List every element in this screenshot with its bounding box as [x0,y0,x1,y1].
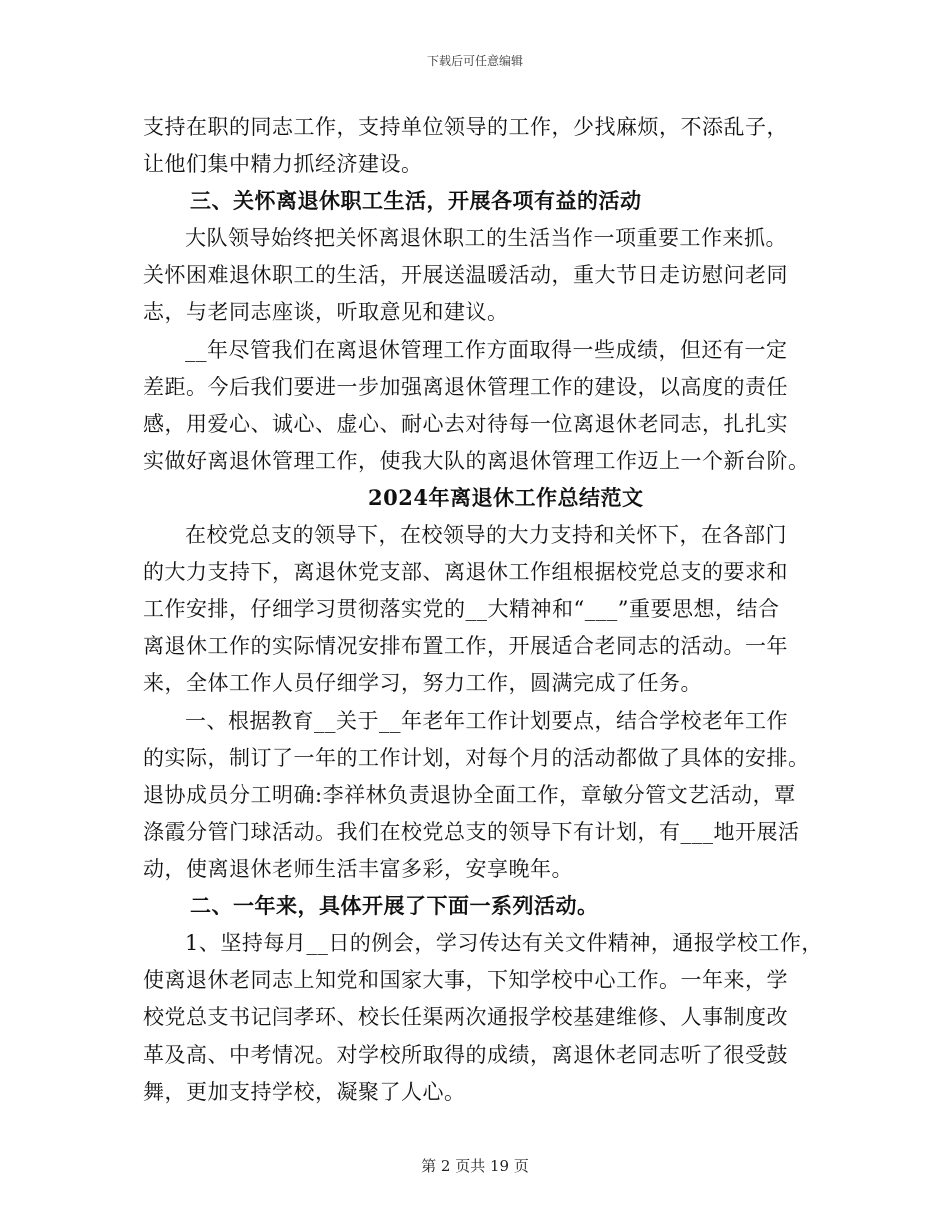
body-line: 关怀困难退休职工的生活，开展送温暖活动，重大节日走访慰问老同 [143,263,788,287]
body-line: 工作安排，仔细学习贯彻落实党的__大精神和“___”重要思想，结合 [143,597,780,621]
body-line: 涤霞分管门球活动。我们在校党总支的领导下有计划，有___地开展活 [143,820,800,844]
body-line: 志，与老同志座谈，听取意见和建议。 [143,300,509,324]
body-line: 让他们集中精力抓经济建设。 [143,152,423,176]
body-line: 差距。今后我们要进一步加强离退休管理工作的建设，以高度的责任 [143,375,788,399]
body-line: 的大力支持下，离退休党支部、离退休工作组根据校党总支的要求和 [143,560,788,584]
body-line: 的实际，制订了一年的工作计划，对每个月的活动都做了具体的安排。 [143,746,810,770]
body-line: 动，使离退休老师生活丰富多彩，安享晚年。 [143,857,573,881]
page-footer: 第 2 页共 19 页 [421,1157,529,1175]
body-line: 革及高、中考情况。对学校所取得的成绩，离退休老同志听了很受鼓 [143,1043,788,1067]
page-header: 下载后可任意编辑 [426,54,523,68]
body-line: 使离退休老同志上知党和国家大事，下知学校中心工作。一年来，学 [143,968,788,992]
body-line: 来，全体工作人员仔细学习，努力工作，圆满完成了任务。 [143,671,702,695]
body-line: 感，用爱心、诚心、虚心、耐心去对待每一位离退休老同志，扎扎实 [143,412,788,436]
section-heading: 二、一年来，具体开展了下面一系列活动。 [190,893,599,918]
body-line: 大队领导始终把关怀离退休职工的生活当作一项重要工作来抓。 [185,226,787,250]
body-line: 校党总支书记闫孝环、校长任渠两次通报学校基建维修、人事制度改 [143,1005,788,1029]
body-line: 舞，更加支持学校，凝聚了人心。 [143,1080,466,1104]
body-line: 在校党总支的领导下，在校领导的大力支持和关怀下，在各部门 [185,523,787,547]
section-heading: 三、关怀离退休职工生活，开展各项有益的活动 [190,188,642,213]
body-line: 1、坚持每月__日的例会，学习传达有关文件精神，通报学校工作， [185,931,823,955]
body-line: __年尽管我们在离退休管理工作方面取得一些成绩，但还有一定 [185,338,788,362]
body-line: 一、根据教育__关于__年老年工作计划要点，结合学校老年工作 [185,709,788,733]
body-line: 退协成员分工明确:李祥林负责退协全面工作，章敏分管文艺活动，覃 [143,783,796,807]
body-line: 实做好离退休管理工作，使我大队的离退休管理工作迈上一个新台阶。 [143,449,810,473]
body-line: 离退休工作的实际情况安排布置工作，开展适合老同志的活动。一年 [143,634,788,658]
document-title: 2024年离退休工作总结范文 [368,485,644,510]
body-line: 支持在职的同志工作，支持单位领导的工作，少找麻烦，不添乱子， [143,115,788,139]
